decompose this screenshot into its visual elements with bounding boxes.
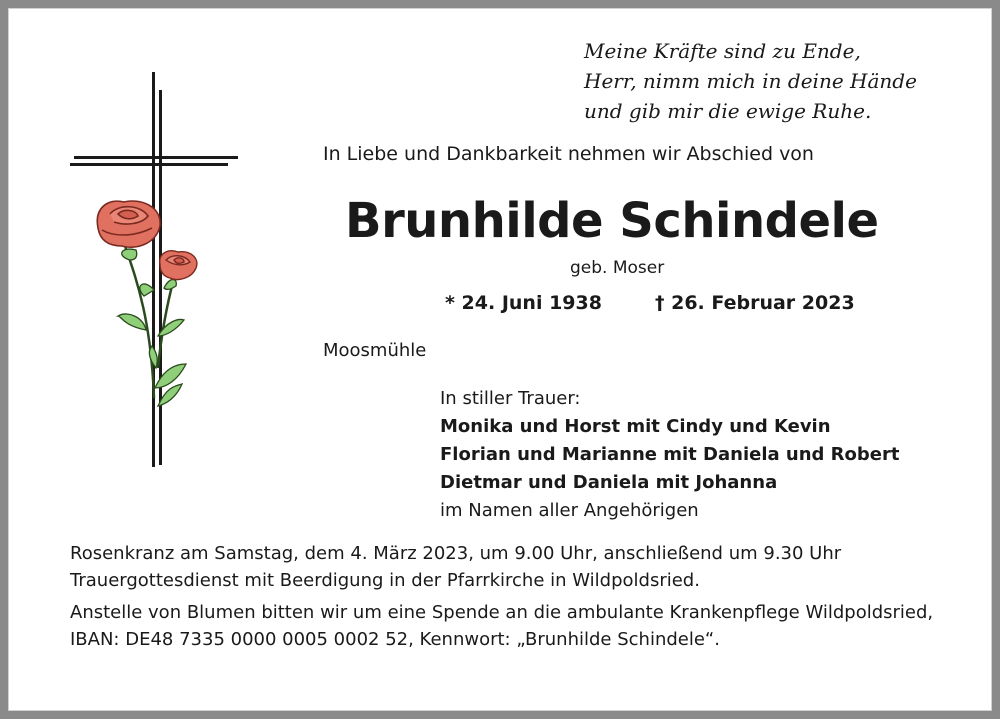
residence: Moosmühle: [323, 340, 427, 361]
verse-line: und gib mir die ewige Ruhe.: [584, 99, 872, 123]
mourner-family: Dietmar und Daniela mit Johanna: [440, 472, 778, 493]
death-date: † 26. Februar 2023: [655, 292, 855, 314]
maiden-name: geb. Moser: [570, 258, 665, 278]
cross-with-roses-icon: [66, 68, 246, 478]
mourners-closing: im Namen aller Angehörigen: [440, 500, 699, 521]
mourner-family: Monika und Horst mit Cindy und Kevin: [440, 416, 831, 437]
mourners-heading: In stiller Trauer:: [440, 388, 581, 409]
intro-text: In Liebe und Dankbarkeit nehmen wir Abschied von: [323, 143, 814, 165]
birth-date: * 24. Juni 1938: [445, 292, 602, 314]
mourner-family: Florian und Marianne mit Daniela und Robert: [440, 444, 900, 465]
rose-icon: [97, 201, 160, 247]
donation-info: Anstelle von Blumen bitten wir um eine Spende an die ambulante Krankenpflege Wildpoldsried, IBAN: DE48 7335 0000 0005 0002 52, Kennwort: „Brunhilde Schindele“.: [70, 602, 934, 650]
notes: [70, 540, 950, 658]
verse: [584, 36, 944, 126]
verse-line: Meine Kräfte sind zu Ende,: [584, 39, 861, 63]
verse-line: Herr, nimm mich in deine Hände: [584, 69, 917, 93]
deceased-name: Brunhilde Schindele: [345, 193, 879, 249]
rose-icon: [160, 251, 197, 280]
service-info: Rosenkranz am Samstag, dem 4. März 2023, um 9.00 Uhr, anschließend um 9.30 Uhr Trauergottesdienst mit Beerdigung in der Pfarrkirche in Wildpoldsried.: [70, 543, 842, 591]
mourners-block: [440, 385, 899, 525]
